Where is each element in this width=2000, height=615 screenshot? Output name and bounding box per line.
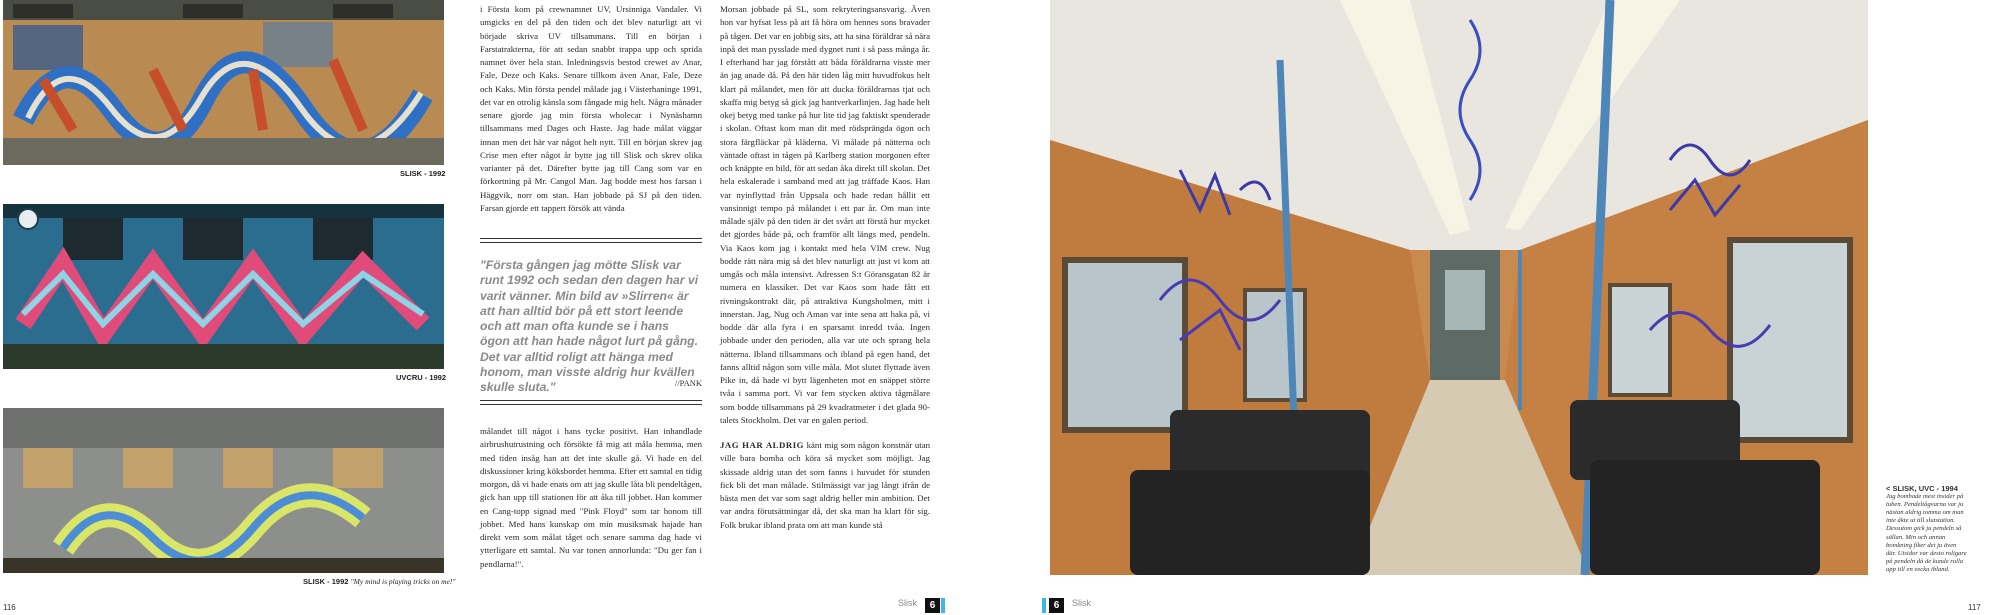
graffiti-train-image (3, 204, 444, 369)
body-text: känt mig som någon konstnär utan ville bara bomba och köra så mycket som möjligt. Jag skissade aldrig utan det som fanns i huvudet för stunden fick bli det man målade. Stilmässigt var jag långt ifrån de bästa men det var som sagt aldrig heller min ambition. Det var andra förutsättningar då, det ska man ha klart för sig. Folk brukar ibland prata om att man kunde stå (720, 440, 930, 530)
caption-slisk-1992 (400, 169, 445, 178)
quote-rule-bottom (480, 400, 702, 405)
body-column-left-bottom (480, 425, 702, 573)
photo-slisk-1992 (3, 0, 444, 165)
photo-train-interior (1050, 0, 1868, 575)
side-caption (1886, 485, 1968, 574)
lead-in: JAG HAR ALDRIG (720, 440, 805, 450)
body-text: Morsan jobbade på SL, som rekryteringsansvarig. Även hon var hyfsat less på att få höra om hennes sons bravader på tågen. Det var en jobbig sits, att ha sina föräldrar så nära inpå det man pysslade med dygnet runt i så pass många år. I efterhand har jag förstått att båda föräldrarna visste mer än jag anade då. På den här tiden låg mitt huvudfokus helt klart på målandet, men för att ducka föräldrarnas tjat och skaffa mig betyg så gick jag hantverkarlinjen. Jag hade helt okej betyg med tanke på hur lite tid jag faktiskt spenderade i skolan. Oftast kom man dit med rödsprängda ögon och stora färgfläckar på kläderna. Vi målade på nätterna och väntade oftast in tågen på Karlberg station morgonen efter och knäppte en bild, för att sedan åka direkt till skolan. Det hela eskalerade i samband med att jag träffade Kaos. Han var nyinflyttad från Uppsala och hade redan hållit ett vansinnigt tempo på målandet i ett par år. Om man inte målade själv på den tiden är det svårt att förstå hur mycket det gjordes både på, och framför allt längs med, pendeln. Via Kaos kom jag i kontakt med hela VIM crew. Nug bodde rätt nära mig så det blev naturligt att just vi kom att umgås och måla intensivt. Adressen S:t Göransgatan 82 är numera en klassiker. Det var Kaos som hade fått ett rivningskontrakt där, på attraktiva Kungsholmen, mitt i innerstan. Jag, Nug och Aman var inte sena att haka på, vi bodde där alla fyra i en sparsamt inredd tvåa. Ingen jobbade under den perioden, alla var ute och sprang hela nätterna. Ibland tillsammans och ibland på egen hand, det fanns alltid någon som ville måla. Mot slutet flyttade även Pike in, då hade vi bytt lägenheten mot en snäppet större tvåa i samma port. Vi var fem stycken aktiva tågmålare som bodde tillsammans på 29 kvadratmeter i det glada 90-talets Stockholm. Det var en galen period. (720, 4, 930, 425)
caption-title: SLISK - 1992 (400, 169, 446, 178)
pull-quote-signature: //PANK (674, 378, 702, 388)
side-caption-title: < SLISK, UVC - 1994 (1886, 484, 1958, 493)
train-interior-image (1050, 0, 1868, 575)
photo-slisk-1992-b (3, 408, 444, 573)
body-text: i Första kom på crewnamnet UV, Ursinniga Vandaler. Vi umgicks en del på den tiden och det blev naturligt att vi började skriva UV tillsammans. Till en början i Farstatrakterna, för att sedan snabbt trappa upp och sprida namnet över hela stan. Inledningsvis bestod crewet av Anar, Fale, Deze och Kaks. Senare tillkom även Anar, Fale, Deze och Kaks. Min första pendel målade jag i Västerhaninge 1991, det var en otrolig känsla som fångade mig helt. Några månader senare gjorde jag min första wholecar i Nynäshamn tillsammans med Dages och Haste. Jag hade målat väggar innan men det här var något helt nytt. Till en början skrev jag Crise men efter något år bytte jag till Slisk och skrev olika varianter på det. Därefter bytte jag till Cang som var en förkortning på Mr. Cangol Man. Jag bodde mest hos farsan i Häggvik, norr om stan. Han jobbade på SJ på den tiden. Farsan gjorde ett tappert försök att vända (480, 4, 702, 213)
body-column-right (720, 3, 930, 573)
accent-stripe-left (941, 598, 945, 613)
page-number-right: 117 (1968, 603, 1981, 612)
side-caption-text: Jag bombade mest insider på tuben. Pendeltågvarna var ju nästan aldrig tomma om man inte åkte ut till slutstation. Dessutom gick ju pendeln så sällan. Min och annan bomkning fiker det ju även där. Utsidor var desto roligare på pendeln då de kunde rulla upp till en vecka ibland. (1886, 493, 1967, 573)
section-label-left: Slisk (898, 598, 918, 608)
body-paragraph (720, 439, 930, 532)
chapter-badge-left: 6 (925, 598, 940, 613)
body-text: målandet till något i hans tycke positivt. Han inhandlade airbrushutrustning och försökte få mig att måla hemma, men med tiden insåg han att det inte skulle gå. Vi hade en del diskussioner kring köksbordet hemma. Efter ett samtal en tidig morgon, då vi hade enats om att jag skulle låta bli pendeltågen, gick han upp till stationen för att åka till jobbet. Han kommer en Cang-topp signad med "Pink Floyd" som tar honom till jobbet. Med hans kunskap om min musiksmak hajade han direkt vem som målat tåget och senare samma dag hade vi ytterligare ett samtal. Nu var tonen annorlunda: "Du ger fan i pendlarna!". (480, 426, 702, 569)
chapter-badge-right: 6 (1049, 598, 1064, 613)
caption-title: UVCRU - 1992 (396, 373, 447, 382)
caption-slisk-1992-b (303, 577, 456, 586)
caption-uvcru-1992 (396, 373, 446, 382)
caption-quote: "My mind is playing tricks on me!" (350, 577, 456, 586)
section-label-right: Slisk (1072, 598, 1092, 608)
caption-title: SLISK - 1992 (303, 577, 349, 586)
quote-rule-top (480, 238, 702, 243)
accent-stripe-right (1042, 598, 1046, 613)
graffiti-train-image (3, 0, 444, 165)
graffiti-train-image (3, 408, 444, 573)
body-column-left-top (480, 3, 702, 217)
page-number-left: 116 (3, 603, 16, 612)
pull-quote: "Första gången jag mötte Slisk var runt 1992 och sedan den dagen har vi varit vänner. Min bild av »Slirren« är att han alltid bör på ett stort leende och att man ofta kunde se i hans ögon att han hade något lurt på gång. Det var alltid roligt att hänga med honom, man visste aldrig hur kvällen skulle sluta." (480, 258, 699, 395)
photo-uvcru-1992 (3, 204, 444, 369)
